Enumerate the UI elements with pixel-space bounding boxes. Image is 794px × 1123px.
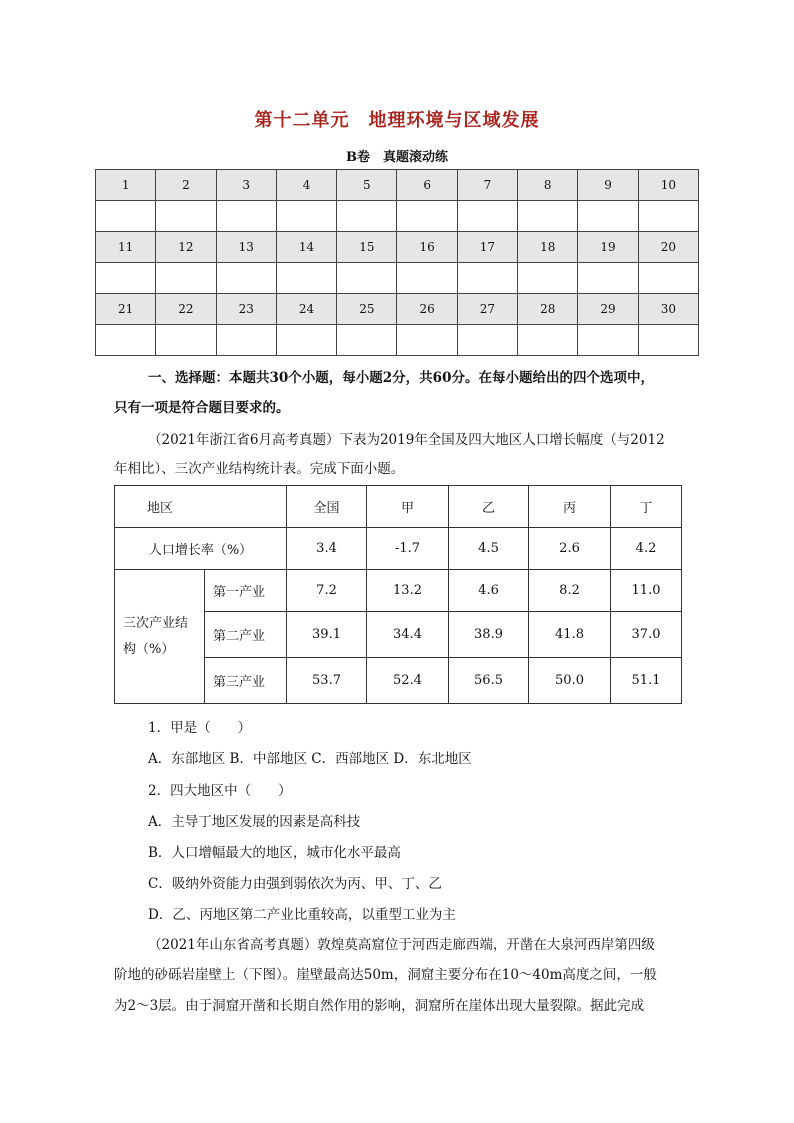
data-cell: 39.1 bbox=[287, 612, 367, 658]
answer-number: 16 bbox=[397, 232, 457, 263]
answer-cell[interactable] bbox=[96, 325, 156, 356]
header-cell: 全国 bbox=[287, 486, 367, 528]
answer-cell[interactable] bbox=[216, 263, 276, 294]
answer-number: 18 bbox=[518, 232, 578, 263]
question1-stem: 1．甲是（ ） bbox=[148, 720, 252, 736]
answer-cell[interactable] bbox=[156, 201, 216, 232]
answer-number: 21 bbox=[96, 294, 156, 325]
data-cell: 41.8 bbox=[529, 612, 611, 658]
answer-number: 14 bbox=[276, 232, 336, 263]
answer-number: 30 bbox=[638, 294, 698, 325]
answer-cell[interactable] bbox=[638, 325, 698, 356]
answer-number: 29 bbox=[578, 294, 638, 325]
header-cell: 乙 bbox=[449, 486, 529, 528]
answer-blank-row bbox=[96, 325, 699, 356]
section-heading-line1: 一、选择题：本题共30个小题，每小题2分，共60分。在每小题给出的四个选项中， bbox=[148, 370, 654, 386]
question2-option-d: D．乙、丙地区第二产业比重较高，以重型工业为主 bbox=[148, 907, 456, 923]
answer-number: 12 bbox=[156, 232, 216, 263]
stats-table bbox=[114, 485, 682, 704]
answer-number: 10 bbox=[638, 170, 698, 201]
answer-number: 26 bbox=[397, 294, 457, 325]
data-cell: 4.2 bbox=[611, 528, 682, 570]
answer-cell[interactable] bbox=[337, 263, 397, 294]
answer-cell[interactable] bbox=[96, 263, 156, 294]
header-cell: 丙 bbox=[529, 486, 611, 528]
structure-label-line2: 构（%） bbox=[123, 641, 175, 657]
answer-grid bbox=[95, 169, 699, 356]
answer-cell[interactable] bbox=[276, 201, 336, 232]
population-label: 人口增长率（%） bbox=[115, 528, 287, 570]
answer-number: 5 bbox=[337, 170, 397, 201]
answer-blank-row bbox=[96, 201, 699, 232]
header-cell: 丁 bbox=[611, 486, 682, 528]
answer-number: 7 bbox=[457, 170, 517, 201]
answer-cell[interactable] bbox=[397, 201, 457, 232]
answer-number: 19 bbox=[578, 232, 638, 263]
structure-label-line1: 三次产业结 bbox=[123, 615, 189, 631]
data-cell: 4.6 bbox=[449, 570, 529, 612]
answer-cell[interactable] bbox=[397, 325, 457, 356]
answer-number-row bbox=[96, 232, 699, 263]
header-cell: 甲 bbox=[367, 486, 449, 528]
answer-cell[interactable] bbox=[518, 325, 578, 356]
stats-header-row bbox=[115, 486, 682, 528]
header-region: 地区 bbox=[115, 486, 287, 528]
answer-number: 11 bbox=[96, 232, 156, 263]
question2-option-c: C．吸纳外资能力由强到弱依次为丙、甲、丁、乙 bbox=[148, 876, 442, 892]
answer-number-row bbox=[96, 294, 699, 325]
row-label: 第一产业 bbox=[205, 570, 287, 612]
question2-option-a: A．主导丁地区发展的因素是高科技 bbox=[148, 814, 361, 830]
answer-blank-row bbox=[96, 263, 699, 294]
data-cell: 34.4 bbox=[367, 612, 449, 658]
answer-number: 9 bbox=[578, 170, 638, 201]
answer-number: 6 bbox=[397, 170, 457, 201]
answer-number: 28 bbox=[518, 294, 578, 325]
row-label: 第三产业 bbox=[205, 658, 287, 704]
question2-stem: 2．四大地区中（ ） bbox=[148, 783, 292, 799]
population-row bbox=[115, 528, 682, 570]
data-cell: 38.9 bbox=[449, 612, 529, 658]
data-cell: 52.4 bbox=[367, 658, 449, 704]
answer-cell[interactable] bbox=[276, 263, 336, 294]
answer-cell[interactable] bbox=[457, 325, 517, 356]
answer-cell[interactable] bbox=[397, 263, 457, 294]
answer-number: 8 bbox=[518, 170, 578, 201]
answer-cell[interactable] bbox=[578, 201, 638, 232]
answer-cell[interactable] bbox=[457, 201, 517, 232]
answer-cell[interactable] bbox=[337, 201, 397, 232]
data-cell: 8.2 bbox=[529, 570, 611, 612]
answer-number: 13 bbox=[216, 232, 276, 263]
answer-cell[interactable] bbox=[518, 263, 578, 294]
data-cell: 3.4 bbox=[287, 528, 367, 570]
answer-cell[interactable] bbox=[337, 325, 397, 356]
answer-number: 17 bbox=[457, 232, 517, 263]
answer-cell[interactable] bbox=[638, 263, 698, 294]
answer-number: 15 bbox=[337, 232, 397, 263]
answer-cell[interactable] bbox=[156, 325, 216, 356]
answer-number: 1 bbox=[96, 170, 156, 201]
answer-cell[interactable] bbox=[96, 201, 156, 232]
industry-row bbox=[115, 570, 682, 612]
intro2-line2: 阶地的砂砾岩崖壁上（下图）。崖壁最高达50m，洞窟主要分布在10～40m高度之间，一般 bbox=[114, 967, 657, 983]
data-cell: 53.7 bbox=[287, 658, 367, 704]
page-subtitle: B卷 真题滚动练 bbox=[346, 150, 448, 165]
answer-cell[interactable] bbox=[578, 263, 638, 294]
data-cell: -1.7 bbox=[367, 528, 449, 570]
answer-number: 20 bbox=[638, 232, 698, 263]
data-cell: 51.1 bbox=[611, 658, 682, 704]
data-cell: 2.6 bbox=[529, 528, 611, 570]
answer-cell[interactable] bbox=[518, 201, 578, 232]
answer-number: 23 bbox=[216, 294, 276, 325]
answer-number: 27 bbox=[457, 294, 517, 325]
data-cell: 11.0 bbox=[611, 570, 682, 612]
intro1-line2: 年相比）、三次产业结构统计表。完成下面小题。 bbox=[114, 461, 405, 477]
question2-option-b: B．人口增幅最大的地区，城市化水平最高 bbox=[148, 845, 401, 861]
data-cell: 4.5 bbox=[449, 528, 529, 570]
data-cell: 7.2 bbox=[287, 570, 367, 612]
answer-cell[interactable] bbox=[638, 201, 698, 232]
answer-number: 24 bbox=[276, 294, 336, 325]
question1-options: A．东部地区 B．中部地区 C．西部地区 D．东北地区 bbox=[148, 751, 472, 767]
answer-number-row bbox=[96, 170, 699, 201]
answer-cell[interactable] bbox=[216, 201, 276, 232]
intro1-line1: （2021年浙江省6月高考真题）下表为2019年全国及四大地区人口增长幅度（与2012 bbox=[148, 432, 665, 448]
row-label: 第二产业 bbox=[205, 612, 287, 658]
answer-cell[interactable] bbox=[578, 325, 638, 356]
page-title: 第十二单元 地理环境与区域发展 bbox=[254, 110, 540, 131]
answer-number: 25 bbox=[337, 294, 397, 325]
answer-cell[interactable] bbox=[276, 325, 336, 356]
section-heading-line2: 只有一项是符合题目要求的。 bbox=[114, 400, 290, 416]
intro2-line1: （2021年山东省高考真题）敦煌莫高窟位于河西走廊西端，开凿在大泉河西岸第四级 bbox=[148, 937, 655, 953]
intro2-line3: 为2～3层。由于洞窟开凿和长期自然作用的影响，洞窟所在崖体出现大量裂隙。据此完成 bbox=[114, 998, 645, 1014]
answer-cell[interactable] bbox=[457, 263, 517, 294]
answer-number: 4 bbox=[276, 170, 336, 201]
answer-cell[interactable] bbox=[156, 263, 216, 294]
answer-cell[interactable] bbox=[216, 325, 276, 356]
answer-number: 2 bbox=[156, 170, 216, 201]
data-cell: 37.0 bbox=[611, 612, 682, 658]
structure-label bbox=[115, 570, 205, 704]
data-cell: 56.5 bbox=[449, 658, 529, 704]
data-cell: 50.0 bbox=[529, 658, 611, 704]
answer-number: 22 bbox=[156, 294, 216, 325]
answer-number: 3 bbox=[216, 170, 276, 201]
data-cell: 13.2 bbox=[367, 570, 449, 612]
